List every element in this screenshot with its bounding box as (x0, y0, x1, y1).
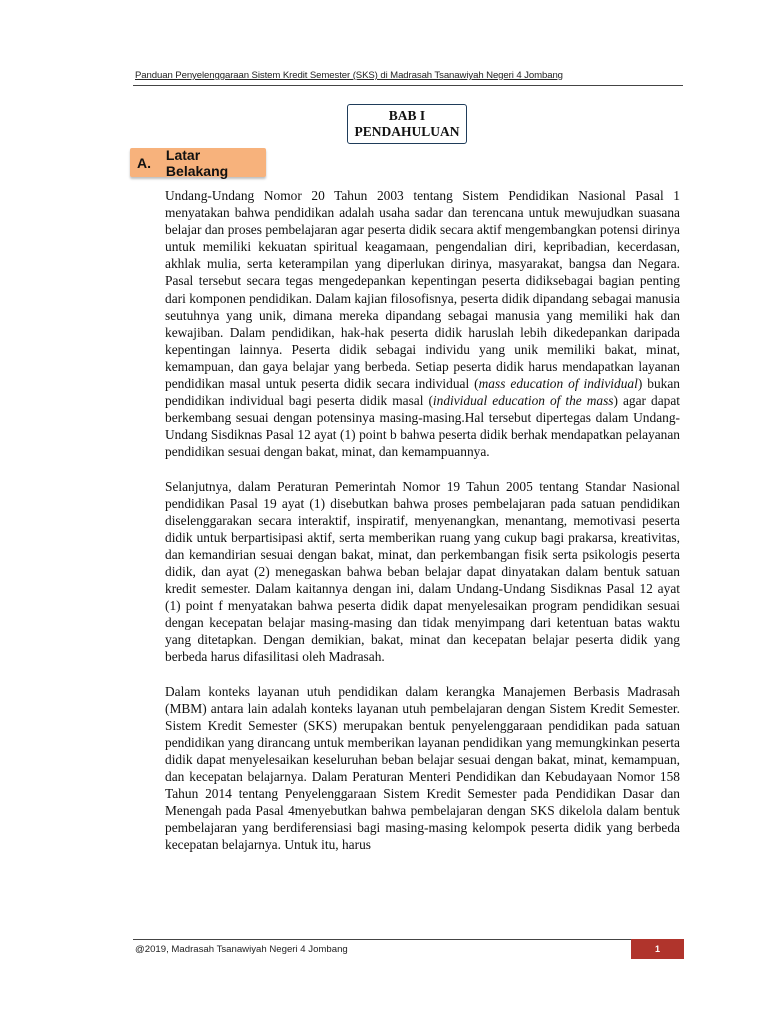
paragraph-3: Dalam konteks layanan utuh pendidikan dalam kerangka Manajemen Berbasis Madrasah (MBM) antara lain adalah konteks layanan utuh pembelajaran dengan Sistem Kredit Semester. Sistem Kredit Semester (SKS) merupakan bentuk penyelenggaraan pendidikan pada satuan pendidikan yang dirancang untuk memberikan layanan pendidikan yang memungkinkan peserta didik dapat menyelesaikan keseluruhan beban belajar sesuai dengan bakat, minat, kemampuan, dan kecepatan belajarnya. Dalam Peraturan Menteri Pendidikan dan Kebudayaan Nomor 158 Tahun 2014 tentang Penyelenggaraan Sistem Kredit Semester pada Pendidikan Dasar dan Menengah pada Pasal 4menyebutkan bahwa pembelajaran dengan SKS dikelola dalam bentuk pembelajaran yang berdiferensiasi bagi masing-masing kelompok peserta didik yang berbeda kecepatan belajarnya. Untuk itu, harus (165, 683, 680, 853)
paragraph-2: Selanjutnya, dalam Peraturan Pemerintah Nomor 19 Tahun 2005 tentang Standar Nasional pendidikan Pasal 19 ayat (1) disebutkan bahwa proses pembelajaran pada satuan pendidikan diselenggarakan secara interaktif, inspiratif, menyenangkan, menantang, memotivasi peserta didik untuk berpartisipasi aktif, serta memberikan ruang yang cukup bagi prakarsa, kreativitas, dan kemandirian sesuai dengan bakat, minat, dan perkembangan fisik serta psikologis peserta didik, dan ayat (2) menegaskan bahwa beban belajar dapat dinyatakan dalam bentuk satuan kredit semester. Dalam kaitannya dengan ini, dalam Undang-Undang Sisdiknas Pasal 12 ayat (1) point f menyatakan bahwa peserta didik dapat menyelesaikan program pendidikan sesuai dengan kecepatan belajar masing-masing dan tidak menyimpang dari ketentuan batas waktu yang ditetapkan. Dengan demikian, bakat, minat dan kecepatan belajar peserta didik yang berbeda harus difasilitasi oleh Madrasah. (165, 478, 680, 665)
paragraph-1-part-1: Undang-Undang Nomor 20 Tahun 2003 tentang Sistem Pendidikan Nasional Pasal 1 menyatakan bahwa pendidikan adalah usaha sadar dan terencana untuk mewujudkan suasana belajar dan proses pembelajaran agar peserta didik secara aktif mengembangkan potensi dirinya untuk memiliki kekuatan spiritual keagamaan, pengendalian diri, kepribadian, kecerdasan, akhlak mulia, serta keterampilan yang diperlukan dirinya, masyarakat, bangsa dan Negara. Pasal tersebut secara tegas mengedepankan kepentingan peserta didiksebagai bagian penting dari komponen pendidikan. Dalam kajian filosofisnya, peserta didik dipandang sebagai manusia seutuhnya yang unik, dimana mereka dipandang sebagai manusia yang memiliki hak dan kewajiban. Dalam pendidikan, hak-hak peserta didik haruslah lebih dikedepankan daripada kepentingan lainnya. Peserta didik sebagai individu yang unik memiliki bakat, minat, kemampuan, dan gaya belajar yang berbeda. Setiap peserta didik harus mendapatkan layanan pendidikan masal untuk peserta didik secara individual ( (165, 188, 680, 392)
chapter-number: BAB I (388, 108, 426, 123)
section-title: Latar Belakang (165, 146, 229, 179)
footer-divider (133, 939, 683, 940)
running-header: Panduan Penyelenggaraan Sistem Kredit Semester (SKS) di Madrasah Tsanawiyah Negeri 4 Jombang (135, 70, 563, 81)
paragraph-1-part-2: ) bukan pendidikan individual bagi peserta didik masal ( (165, 376, 680, 409)
paragraph-1-italic-1: mass education of individual (478, 376, 638, 392)
section-heading (130, 148, 266, 177)
paragraph-1-italic-2: individual education of the mass (432, 393, 614, 409)
page-number: 1 (631, 939, 684, 959)
footer-copyright: @2019, Madrasah Tsanawiyah Negeri 4 Jombang (135, 944, 348, 955)
body-text (165, 187, 680, 853)
chapter-title: PENDAHULUAN (354, 124, 460, 139)
section-number: A. (137, 154, 151, 171)
paragraph-1-part-3: ) agar dapat berkembang sesuai dengan potensinya masing-masing.Hal tersebut dipertegas dalam Undang-Undang Sisdiknas Pasal 12 ayat (1) point b bahwa peserta didik berhak mendapatkan pelayanan pendidikan sesuai dengan bakat, minat, dan kemampuannya. (165, 393, 681, 460)
header-divider (133, 85, 683, 86)
paragraph-1 (165, 187, 680, 461)
chapter-heading-box (347, 104, 467, 144)
